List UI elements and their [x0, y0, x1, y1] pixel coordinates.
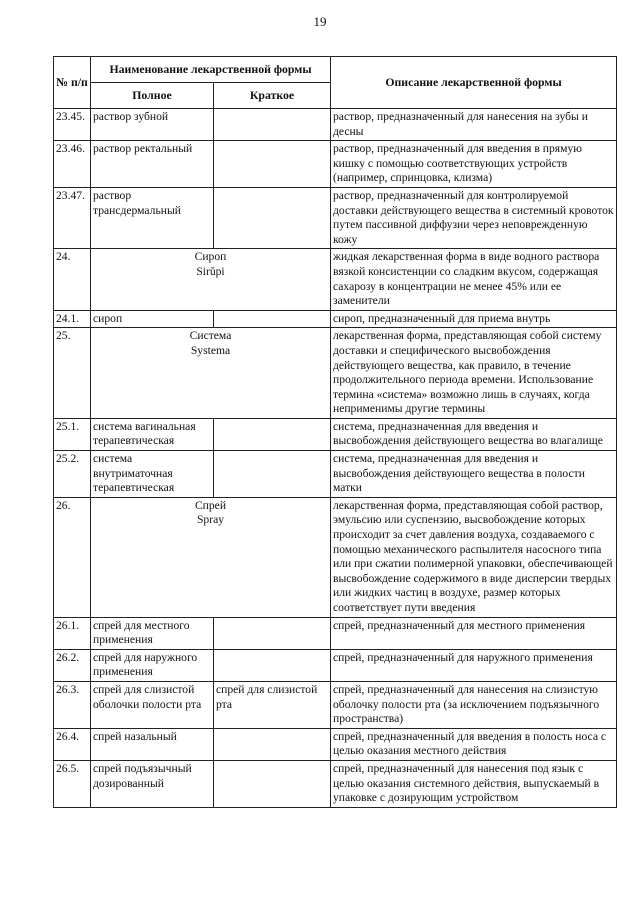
row-number: 23.46. — [54, 141, 91, 188]
short-name-cell: спрей для слизистой рта — [214, 681, 331, 728]
row-number: 23.45. — [54, 109, 91, 141]
short-name-cell — [214, 728, 331, 760]
full-name-cell: спрей подъязычный дозированный — [91, 760, 214, 807]
group-name-cell — [91, 249, 331, 310]
table-row — [54, 649, 617, 681]
description-cell: спрей, предназначенный для нанесения на слизистую оболочку полости рта (за исключением подъязычного пространства) — [331, 681, 617, 728]
short-name-cell — [214, 451, 331, 498]
row-number: 26.4. — [54, 728, 91, 760]
row-number: 26. — [54, 497, 91, 617]
full-name-cell: раствор зубной — [91, 109, 214, 141]
description-cell: раствор, предназначенный для нанесения на зубы и десны — [331, 109, 617, 141]
group-name-cell — [91, 328, 331, 419]
header-description: Описание лекарственной формы — [331, 57, 617, 109]
short-name-cell — [214, 418, 331, 450]
header-full: Полное — [91, 83, 214, 109]
header-name-group: Наименование лекарственной формы — [91, 57, 331, 83]
description-cell: спрей, предназначенный для наружного применения — [331, 649, 617, 681]
short-name-cell — [214, 760, 331, 807]
full-name-cell: раствор ректальный — [91, 141, 214, 188]
description-cell: жидкая лекарственная форма в виде водного раствора вязкой консистенции со сладким вкусом, содержащая сахарозу в концентрации не менее 45% или ее заменители — [331, 249, 617, 310]
row-number: 26.5. — [54, 760, 91, 807]
description-cell: спрей, предназначенный для местного применения — [331, 617, 617, 649]
full-name-cell: раствор трансдермальный — [91, 187, 214, 248]
table-row — [54, 141, 617, 188]
row-number: 26.2. — [54, 649, 91, 681]
description-cell: спрей, предназначенный для нанесения под язык с целью оказания системного действия, выпускаемый в упаковке с дозирующим устройством — [331, 760, 617, 807]
group-name-cell — [91, 497, 331, 617]
table-row — [54, 310, 617, 328]
short-name-cell — [214, 141, 331, 188]
header-num: № п/п — [54, 57, 91, 109]
description-cell: сироп, предназначенный для приема внутрь — [331, 310, 617, 328]
table-row — [54, 187, 617, 248]
description-cell: раствор, предназначенный для контролируемой доставки действующего вещества в системный кровоток путем пассивной диффузии через неповрежденную кожу — [331, 187, 617, 248]
full-name-cell: система вагинальная терапевтическая — [91, 418, 214, 450]
table-row — [54, 681, 617, 728]
table-row — [54, 109, 617, 141]
table-row — [54, 418, 617, 450]
short-name-cell — [214, 310, 331, 328]
row-number: 25. — [54, 328, 91, 419]
short-name-cell — [214, 187, 331, 248]
group-name-latin: Sirŭpi — [196, 264, 225, 278]
full-name-cell: спрей для слизистой оболочки полости рта — [91, 681, 214, 728]
description-cell: лекарственная форма, представляющая собой систему доставки и специфического высвобождения действующего вещества, как правило, в течение продолжительного периода времени. Использование термина «система» возможно лишь в случаях, когда неприменимы другие термины — [331, 328, 617, 419]
table-row — [54, 451, 617, 498]
table-row — [54, 249, 617, 310]
group-name-ru: Спрей — [194, 498, 227, 512]
table-row — [54, 328, 617, 419]
group-name-latin: Spray — [196, 513, 225, 527]
table-row — [54, 617, 617, 649]
group-name-ru: Система — [189, 329, 232, 343]
row-number: 24. — [54, 249, 91, 310]
description-cell: система, предназначенная для введения и высвобождения действующего вещества в полости матки — [331, 451, 617, 498]
full-name-cell: спрей для наружного применения — [91, 649, 214, 681]
description-cell: лекарственная форма, представляющая собой раствор, эмульсию или суспензию, высвобождение которых происходит за счет давления воздуха, создаваемого с помощью механического распылителя насосного типа или при сжатии полимерной упаковки, обеспечивающей высвобождение содержимого в виде дисперсии твердых или жидких частиц в воздухе, размер которых соответствует пути введения — [331, 497, 617, 617]
description-cell: раствор, предназначенный для введения в прямую кишку с помощью соответствующих устройств (например, спринцовка, клизма) — [331, 141, 617, 188]
dosage-forms-table — [53, 56, 617, 808]
full-name-cell: сироп — [91, 310, 214, 328]
description-cell: спрей, предназначенный для введения в полость носа с целью оказания местного действия — [331, 728, 617, 760]
full-name-cell: спрей назальный — [91, 728, 214, 760]
row-number: 23.47. — [54, 187, 91, 248]
description-cell: система, предназначенная для введения и высвобождения действующего вещества во влагалище — [331, 418, 617, 450]
header-short: Краткое — [214, 83, 331, 109]
row-number: 25.2. — [54, 451, 91, 498]
group-name-ru: Сироп — [194, 250, 227, 264]
row-number: 26.1. — [54, 617, 91, 649]
group-name-latin: Systema — [190, 343, 231, 357]
page-number: 19 — [313, 14, 327, 29]
row-number: 26.3. — [54, 681, 91, 728]
row-number: 24.1. — [54, 310, 91, 328]
table-row — [54, 760, 617, 807]
table-row — [54, 728, 617, 760]
full-name-cell: спрей для местного применения — [91, 617, 214, 649]
full-name-cell: система внутриматочная терапевтическая — [91, 451, 214, 498]
short-name-cell — [214, 649, 331, 681]
table-row — [54, 497, 617, 617]
row-number: 25.1. — [54, 418, 91, 450]
short-name-cell — [214, 617, 331, 649]
short-name-cell — [214, 109, 331, 141]
